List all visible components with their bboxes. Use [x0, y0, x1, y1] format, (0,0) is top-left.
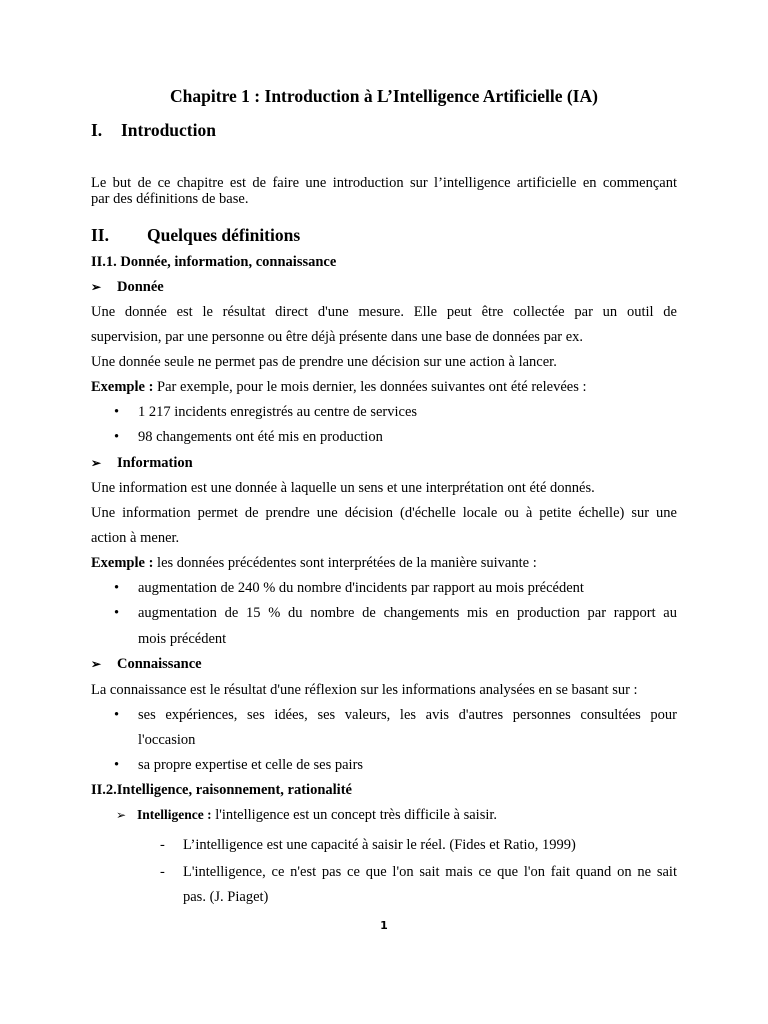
list-item [0, 757, 768, 777]
list-item [0, 429, 768, 449]
dash-item [0, 837, 768, 857]
bullet-dot-icon: • [114, 580, 120, 596]
definition-heading-connaissance [91, 656, 202, 673]
list-item [0, 605, 768, 625]
list-item [0, 404, 768, 424]
list-item-text: ses expériences, ses idées, ses valeurs, les avis d'autres personnes consultées pour [138, 707, 677, 723]
bullet-dot-icon: • [114, 757, 120, 773]
list-item-continuation: mois précédent [138, 631, 227, 647]
paragraph-line: Une donnée seule ne permet pas de prendre une décision sur une action à lancer. [91, 354, 557, 370]
paragraph-line: supervision, par une personne ou être déjà présente dans une base de données par ex. [91, 329, 584, 345]
definition-heading-donnee [91, 279, 164, 296]
list-item [0, 580, 768, 600]
section-number: II. [91, 225, 109, 245]
intro-paragraph-line: par des définitions de base. [91, 191, 249, 207]
page-number: 1 [380, 919, 388, 932]
list-item-text: augmentation de 15 % du nombre de changements mis en production par rapport au [138, 605, 677, 621]
bullet-dot-icon: • [114, 404, 120, 420]
section-number: I. [91, 120, 103, 140]
definition-heading-information [91, 455, 193, 472]
subsection-heading: II.1. Donnée, information, connaissance [91, 254, 337, 270]
arrow-bullet-icon: ➢ [91, 657, 102, 671]
section-heading-introduction [91, 120, 216, 141]
bullet-dot-icon: • [114, 605, 120, 621]
example-line [91, 379, 587, 396]
list-item [0, 707, 768, 727]
definition-heading-label: Donnée [117, 279, 164, 295]
dash-item-text: L’intelligence est une capacité à saisir le réel. (Fides et Ratio, 1999) [183, 837, 576, 853]
list-item-text: augmentation de 240 % du nombre d'incidents par rapport au mois précédent [138, 580, 584, 596]
subsection-heading: II.2.Intelligence, raisonnement, rationalité [91, 782, 352, 798]
list-item-text: 1 217 incidents enregistrés au centre de services [138, 404, 418, 420]
list-item-text: 98 changements ont été mis en production [138, 429, 383, 445]
paragraph-line: action à mener. [91, 530, 180, 546]
intelligence-text: l'intelligence est un concept très difficile à saisir. [211, 807, 498, 823]
paragraph-line: La connaissance est le résultat d'une réflexion sur les informations analysées en se basant sur : [91, 682, 638, 698]
intelligence-line [116, 807, 497, 824]
bullet-dot-icon: • [114, 707, 120, 723]
definition-heading-label: Connaissance [117, 656, 202, 672]
arrow-bullet-icon: ➢ [91, 280, 102, 294]
dash-item [0, 864, 768, 884]
paragraph-line: Une donnée est le résultat direct d'une mesure. Elle peut être collectée par un outil de [91, 304, 677, 320]
example-label: Exemple : [91, 379, 154, 395]
section-label: Quelques définitions [147, 225, 301, 245]
definition-heading-label: Information [117, 455, 193, 471]
dash-icon: - [160, 837, 165, 853]
paragraph-line: Une information permet de prendre une décision (d'échelle locale ou à petite échelle) sur une [91, 505, 677, 521]
example-text: les données précédentes sont interprétées de la manière suivante : [153, 555, 537, 571]
arrow-bullet-icon: ➢ [116, 808, 127, 822]
example-text: Par exemple, pour le mois dernier, les données suivantes ont été relevées : [153, 379, 587, 395]
dash-icon: - [160, 864, 165, 880]
list-item-continuation: l'occasion [138, 732, 196, 748]
section-label: Introduction [121, 120, 216, 140]
section-heading-definitions [91, 225, 300, 246]
paragraph-line: Une information est une donnée à laquelle un sens et une interprétation ont été donnés. [91, 480, 595, 496]
arrow-bullet-icon: ➢ [91, 456, 102, 470]
chapter-title: Chapitre 1 : Introduction à L’Intelligence Artificielle (IA) [170, 86, 598, 106]
list-item-text: sa propre expertise et celle de ses pairs [138, 757, 364, 773]
intro-paragraph-line: Le but de ce chapitre est de faire une introduction sur l’intelligence artificielle en commençant [91, 175, 677, 191]
dash-item-continuation: pas. (J. Piaget) [183, 889, 269, 905]
example-line [91, 555, 537, 572]
dash-item-text: L'intelligence, ce n'est pas ce que l'on sait mais ce que l'on fait quand on ne sait [183, 864, 677, 880]
bullet-dot-icon: • [114, 429, 120, 445]
example-label: Exemple : [91, 555, 154, 571]
intelligence-label: Intelligence : [137, 807, 212, 822]
